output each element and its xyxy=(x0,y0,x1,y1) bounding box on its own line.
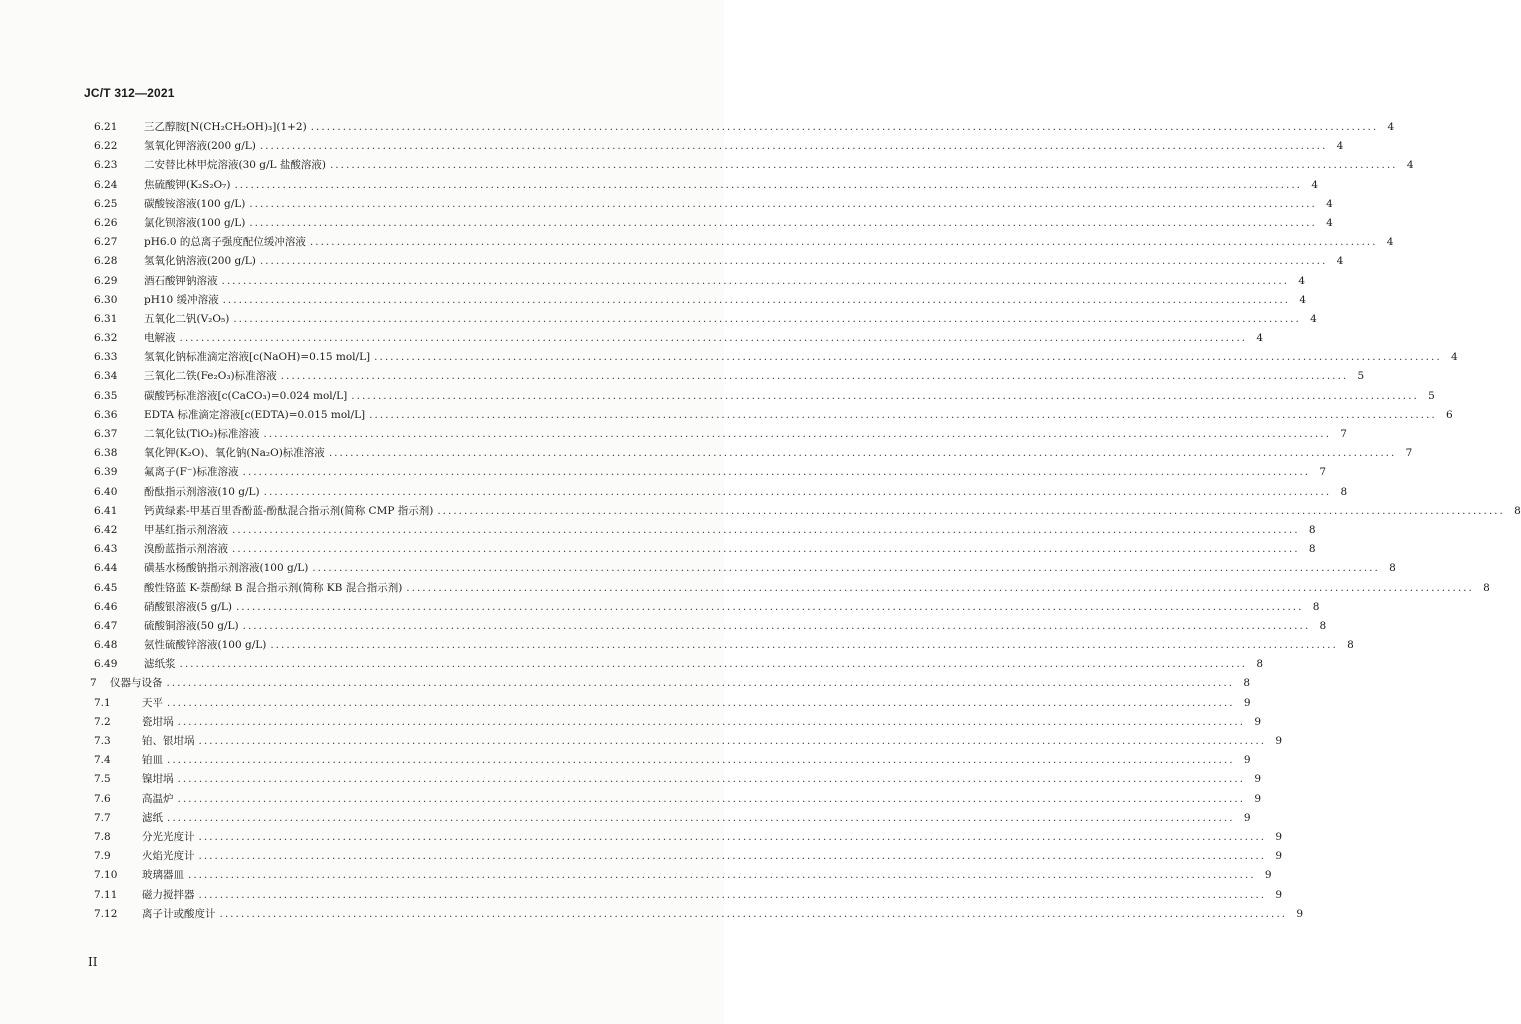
toc-dot-leader: ........................................................................................................................................................................................................ xyxy=(328,447,1397,460)
toc-entry-page: 4 xyxy=(1326,197,1333,210)
toc-entry-page: 9 xyxy=(1275,850,1283,863)
toc-entry-title: 硝酸银溶液(5 g/L) xyxy=(144,600,232,613)
toc-entry[interactable] xyxy=(84,732,1283,751)
toc-dot-leader: ........................................................................................................................................................................................................ xyxy=(198,830,1267,843)
toc-dot-leader: ........................................................................................................................................................................................................ xyxy=(406,581,1474,594)
toc-entry-title: 氢氧化钠标准滴定溶液[c(NaOH)=0.15 mol/L] xyxy=(144,351,371,364)
toc-entry[interactable] xyxy=(84,559,1396,578)
toc-entry-title: 滤纸 xyxy=(142,811,163,824)
toc-entry-number: 7.12 xyxy=(94,907,118,920)
toc-entry[interactable] xyxy=(84,310,1317,329)
toc-entry-title: 氨性硫酸锌溶液(100 g/L) xyxy=(144,639,267,652)
toc-dot-leader: ........................................................................................................................................................................................................ xyxy=(167,811,1235,824)
toc-entry-page: 5 xyxy=(1428,389,1435,402)
toc-entry-page: 8 xyxy=(1514,504,1521,517)
toc-entry-title: 滤纸浆 xyxy=(144,658,176,671)
toc-dot-leader: ........................................................................................................................................................................................................ xyxy=(219,907,1288,920)
toc-entry-page: 7 xyxy=(1340,428,1347,440)
toc-entry[interactable] xyxy=(84,579,1490,598)
toc-entry-page: 4 xyxy=(1298,274,1306,287)
toc-dot-leader: ........................................................................................................................................................................................................ xyxy=(309,236,1378,249)
toc-entry-page: 8 xyxy=(1256,658,1264,671)
toc-entry-title: pH6.0 的总离子强度配位缓冲溶液 xyxy=(144,236,306,249)
toc-entry-page: 9 xyxy=(1296,907,1304,920)
toc-entry[interactable] xyxy=(84,809,1251,828)
toc-entry-title: 磁力搅拌器 xyxy=(142,888,195,901)
toc-entry-number: 6.31 xyxy=(94,312,118,325)
toc-entry[interactable] xyxy=(84,847,1283,866)
toc-entry[interactable] xyxy=(84,118,1395,137)
toc-entry-number: 6.43 xyxy=(94,543,118,556)
toc-entry-number: 6.47 xyxy=(94,619,118,632)
toc-entry-number: 6.36 xyxy=(94,408,118,421)
toc-entry[interactable] xyxy=(84,866,1272,885)
toc-dot-leader: ........................................................................................................................................................................................................ xyxy=(167,754,1235,767)
toc-entry[interactable] xyxy=(84,598,1320,617)
toc-entry[interactable] xyxy=(84,367,1365,386)
toc-entry[interactable] xyxy=(84,137,1344,156)
toc-entry-number: 7.3 xyxy=(94,735,111,747)
toc-dot-leader: ........................................................................................................................................................................................................ xyxy=(270,639,1338,652)
toc-entry-title: 碳酸铵溶液(100 g/L) xyxy=(144,197,246,210)
toc-entry-number: 6.23 xyxy=(94,159,118,172)
toc-dot-leader: ........................................................................................................................................................................................................ xyxy=(179,658,1248,671)
toc-entry-number: 7.1 xyxy=(94,696,111,709)
toc-entry-title: 甲基红指示剂溶液 xyxy=(144,523,228,536)
toc-entry-number: 7.11 xyxy=(94,888,118,901)
toc-entry-number: 6.24 xyxy=(94,178,118,191)
toc-entry-number: 6.48 xyxy=(94,639,118,652)
toc-entry-page: 4 xyxy=(1256,332,1264,345)
toc-entry-number: 7.6 xyxy=(94,792,111,805)
toc-entry-number: 7 xyxy=(90,677,97,690)
toc-entry[interactable] xyxy=(84,195,1333,214)
toc-entry-title: 氢氧化钠溶液(200 g/L) xyxy=(144,255,256,268)
toc-entry-number: 6.35 xyxy=(94,389,118,402)
toc-entry-page: 9 xyxy=(1243,696,1251,709)
toc-entry-page: 9 xyxy=(1254,773,1262,786)
toc-entry-title: 二氧化钛(TiO₂)标准溶液 xyxy=(144,428,260,440)
toc-entry-title: 磺基水杨酸钠指示剂溶液(100 g/L) xyxy=(144,562,309,575)
toc-entry[interactable] xyxy=(84,770,1262,789)
toc-entry[interactable] xyxy=(84,329,1264,348)
toc-dot-leader: ........................................................................................................................................................................................................ xyxy=(177,715,1246,728)
toc-entry[interactable] xyxy=(84,694,1251,713)
toc-dot-leader: ........................................................................................................................................................................................................ xyxy=(351,389,1419,402)
toc-dot-leader: ........................................................................................................................................................................................................ xyxy=(221,274,1290,287)
toc-entry-title: 钙黄绿素-甲基百里香酚蓝-酚酞混合指示剂(简称 CMP 指示剂) xyxy=(144,504,434,517)
toc-entry-page: 4 xyxy=(1336,255,1344,268)
toc-entry-title: 酒石酸钾钠溶液 xyxy=(144,274,218,287)
toc-entry-title: 玻璃器皿 xyxy=(142,869,184,882)
toc-entry-number: 7.9 xyxy=(94,850,111,863)
toc-entry[interactable] xyxy=(84,636,1354,655)
toc-entry-page: 9 xyxy=(1243,754,1251,767)
toc-entry-page: 8 xyxy=(1347,639,1354,652)
toc-entry-title: 仪器与设备 xyxy=(110,677,163,690)
toc-entry-number: 6.33 xyxy=(94,351,118,364)
toc-dot-leader: ........................................................................................................................................................................................................ xyxy=(242,466,1311,479)
toc-entry-title: 五氧化二钒(V₂O₅) xyxy=(144,312,230,325)
toc-entry-title: 硫酸铜溶液(50 g/L) xyxy=(144,619,239,632)
toc-entry-number: 6.34 xyxy=(94,370,118,383)
toc-entry[interactable] xyxy=(84,886,1283,905)
toc-dot-leader: ........................................................................................................................................................................................................ xyxy=(280,370,1349,383)
toc-entry-number: 7.10 xyxy=(94,869,118,882)
toc-dot-leader: ........................................................................................................................................................................................................ xyxy=(179,332,1248,345)
toc-entry-page: 9 xyxy=(1275,830,1283,843)
toc-entry-number: 7.4 xyxy=(94,754,111,767)
toc-entry[interactable] xyxy=(84,425,1347,444)
toc-dot-leader: ........................................................................................................................................................................................................ xyxy=(232,523,1300,536)
toc-dot-leader: ........................................................................................................................................................................................................ xyxy=(232,543,1300,556)
toc-entry[interactable] xyxy=(84,790,1262,809)
toc-entry[interactable] xyxy=(84,463,1327,482)
toc-entry-title: 天平 xyxy=(142,696,163,709)
document-id-header: JC/T 312—2021 xyxy=(84,86,175,100)
toc-entry-number: 6.28 xyxy=(94,255,118,268)
toc-entry-number: 6.32 xyxy=(94,332,118,345)
toc-entry-page: 8 xyxy=(1308,543,1316,556)
toc-entry-title: 酚酞指示剂溶液(10 g/L) xyxy=(144,485,260,498)
toc-entry-number: 6.26 xyxy=(94,216,118,229)
toc-entry-page: 4 xyxy=(1299,293,1307,306)
toc-entry-title: 分光光度计 xyxy=(142,830,195,843)
toc-dot-leader: ........................................................................................................................................................................................................ xyxy=(198,735,1267,747)
toc-entry-title: 碳酸钙标准溶液[c(CaCO₃)=0.024 mol/L] xyxy=(144,389,348,402)
toc-entry-page: 8 xyxy=(1483,581,1490,594)
toc-entry-number: 6.46 xyxy=(94,600,118,613)
toc-entry-title: EDTA 标准滴定溶液[c(EDTA)=0.015 mol/L] xyxy=(144,408,366,421)
toc-entry[interactable] xyxy=(84,483,1348,502)
toc-entry-page: 4 xyxy=(1310,312,1317,325)
toc-entry-page: 8 xyxy=(1243,677,1251,690)
toc-entry-number: 6.21 xyxy=(94,121,118,133)
toc-entry-number: 6.45 xyxy=(94,581,118,594)
toc-entry[interactable] xyxy=(84,291,1307,310)
toc-entry-title: 焦硫酸钾(K₂S₂O₇) xyxy=(144,178,231,191)
toc-entry-page: 9 xyxy=(1254,715,1262,728)
toc-dot-leader: ........................................................................................................................................................................................................ xyxy=(188,869,1256,882)
toc-entry[interactable] xyxy=(84,655,1264,674)
toc-entry[interactable] xyxy=(84,387,1435,406)
toc-entry-number: 6.37 xyxy=(94,428,118,440)
toc-entry-page: 9 xyxy=(1275,735,1283,747)
toc-entry-title: 三氧化二铁(Fe₂O₃)标准溶液 xyxy=(144,370,277,383)
toc-dot-leader: ........................................................................................................................................................................................................ xyxy=(312,562,1380,575)
toc-entry-number: 6.49 xyxy=(94,658,118,671)
toc-entry[interactable] xyxy=(84,751,1251,770)
toc-dot-leader: ........................................................................................................................................................................................................ xyxy=(263,485,1332,498)
toc-entry-title: 铂皿 xyxy=(142,754,163,767)
toc-dot-leader: ........................................................................................................................................................................................................ xyxy=(235,600,1304,613)
toc-entry-number: 6.44 xyxy=(94,562,118,575)
toc-dot-leader: ........................................................................................................................................................................................................ xyxy=(166,677,1235,690)
toc-entry[interactable] xyxy=(84,272,1306,291)
toc-entry-title: 离子计或酸度计 xyxy=(142,907,216,920)
toc-dot-leader: ........................................................................................................................................................................................................ xyxy=(233,312,1301,325)
toc-entry[interactable] xyxy=(84,617,1327,636)
toc-dot-leader: ........................................................................................................................................................................................................ xyxy=(167,696,1235,709)
toc-entry-title: 三乙醇胺[N(CH₂CH₂OH)₃](1+2) xyxy=(144,121,307,133)
toc-entry-number: 6.27 xyxy=(94,236,118,249)
toc-dot-leader: ........................................................................................................................................................................................................ xyxy=(242,619,1311,632)
toc-entry-page: 4 xyxy=(1386,236,1394,249)
toc-entry-title: 酸性铬蓝 K-萘酚绿 B 混合指示剂(简称 KB 混合指示剂) xyxy=(144,581,403,594)
toc-entry-title: 溴酚蓝指示剂溶液 xyxy=(144,543,228,556)
toc-entry-page: 9 xyxy=(1275,888,1283,901)
toc-entry-number: 7.8 xyxy=(94,830,111,843)
toc-entry-title: 氯化钡溶液(100 g/L) xyxy=(144,216,246,229)
toc-entry[interactable] xyxy=(84,444,1413,463)
toc-dot-leader: ........................................................................................................................................................................................................ xyxy=(374,351,1442,364)
toc-entry-title: 二安替比林甲烷溶液(30 g/L 盐酸溶液) xyxy=(144,159,326,172)
toc-entry-page: 9 xyxy=(1254,792,1262,805)
toc-entry[interactable] xyxy=(84,156,1414,175)
toc-dot-leader: ........................................................................................................................................................................................................ xyxy=(177,792,1246,805)
toc-dot-leader: ........................................................................................................................................................................................................ xyxy=(259,255,1328,268)
toc-entry-number: 6.30 xyxy=(94,293,118,306)
toc-entry-page: 8 xyxy=(1340,485,1348,498)
toc-entry-title: 镍坩埚 xyxy=(142,773,174,786)
toc-dot-leader: ........................................................................................................................................................................................................ xyxy=(222,293,1291,306)
toc-entry[interactable] xyxy=(84,348,1458,367)
toc-entry-title: pH10 缓冲溶液 xyxy=(144,293,219,306)
toc-dot-leader: ........................................................................................................................................................................................................ xyxy=(329,159,1398,172)
toc-entry-number: 7.7 xyxy=(94,811,111,824)
toc-entry-number: 6.39 xyxy=(94,466,118,479)
toc-dot-leader: ........................................................................................................................................................................................................ xyxy=(249,197,1317,210)
toc-entry-number: 6.22 xyxy=(94,140,118,153)
toc-entry-title: 铂、银坩埚 xyxy=(142,735,195,747)
toc-entry-page: 9 xyxy=(1243,811,1251,824)
toc-entry[interactable] xyxy=(84,176,1318,195)
toc-entry-page: 4 xyxy=(1450,351,1458,364)
toc-entry-page: 8 xyxy=(1319,619,1327,632)
toc-entry-page: 8 xyxy=(1389,562,1396,575)
toc-entry-page: 7 xyxy=(1319,466,1327,479)
toc-entry-title: 电解液 xyxy=(144,332,176,345)
toc-entry-page: 9 xyxy=(1264,869,1272,882)
toc-entry-page: 4 xyxy=(1336,140,1344,153)
toc-dot-leader: ........................................................................................................................................................................................................ xyxy=(234,178,1302,191)
toc-entry[interactable] xyxy=(84,502,1521,521)
toc-entry[interactable] xyxy=(84,674,1251,693)
toc-entry[interactable] xyxy=(84,713,1262,732)
toc-dot-leader: ........................................................................................................................................................................................................ xyxy=(263,428,1331,440)
toc-entry[interactable] xyxy=(84,905,1304,924)
toc-entry-number: 7.2 xyxy=(94,715,111,728)
toc-dot-leader: ........................................................................................................................................................................................................ xyxy=(198,850,1267,863)
toc-dot-leader: ........................................................................................................................................................................................................ xyxy=(369,408,1437,421)
toc-entry[interactable] xyxy=(84,540,1316,559)
toc-entry-page: 5 xyxy=(1357,370,1365,383)
toc-entry-page: 8 xyxy=(1308,523,1316,536)
toc-dot-leader: ........................................................................................................................................................................................................ xyxy=(249,216,1317,229)
toc-dot-leader: ........................................................................................................................................................................................................ xyxy=(177,773,1246,786)
toc-dot-leader: ........................................................................................................................................................................................................ xyxy=(198,888,1267,901)
toc-dot-leader: ........................................................................................................................................................................................................ xyxy=(259,140,1328,153)
toc-entry-number: 6.40 xyxy=(94,485,118,498)
toc-entry-title: 火焰光度计 xyxy=(142,850,195,863)
toc-entry-number: 6.42 xyxy=(94,523,118,536)
toc-entry-title: 氟离子(F⁻)标准溶液 xyxy=(144,466,239,479)
toc-entry-page: 8 xyxy=(1312,600,1320,613)
toc-entry-number: 6.25 xyxy=(94,197,118,210)
table-of-contents xyxy=(84,118,1521,924)
toc-entry-page: 4 xyxy=(1406,159,1414,172)
toc-dot-leader: ........................................................................................................................................................................................................ xyxy=(310,121,1379,133)
toc-entry-title: 高温炉 xyxy=(142,792,174,805)
toc-entry-number: 7.5 xyxy=(94,773,111,786)
toc-entry-number: 6.29 xyxy=(94,274,118,287)
toc-entry-page: 6 xyxy=(1445,408,1453,421)
toc-entry-title: 瓷坩埚 xyxy=(142,715,174,728)
toc-entry-title: 氢氧化钾溶液(200 g/L) xyxy=(144,140,256,153)
page-number: II xyxy=(88,955,98,969)
toc-entry-title: 氧化钾(K₂O)、氧化钠(Na₂O)标准溶液 xyxy=(144,447,325,460)
toc-entry[interactable] xyxy=(84,828,1283,847)
toc-entry-page: 4 xyxy=(1311,178,1318,191)
toc-entry[interactable] xyxy=(84,406,1453,425)
toc-entry-number: 6.41 xyxy=(94,504,118,517)
toc-entry[interactable] xyxy=(84,252,1344,271)
toc-entry[interactable] xyxy=(84,214,1333,233)
toc-dot-leader: ........................................................................................................................................................................................................ xyxy=(437,504,1505,517)
toc-entry-number: 6.38 xyxy=(94,447,118,460)
toc-entry[interactable] xyxy=(84,233,1394,252)
toc-entry-page: 7 xyxy=(1405,447,1413,460)
toc-entry-page: 4 xyxy=(1387,121,1395,133)
toc-entry[interactable] xyxy=(84,521,1316,540)
toc-entry-page: 4 xyxy=(1326,216,1333,229)
